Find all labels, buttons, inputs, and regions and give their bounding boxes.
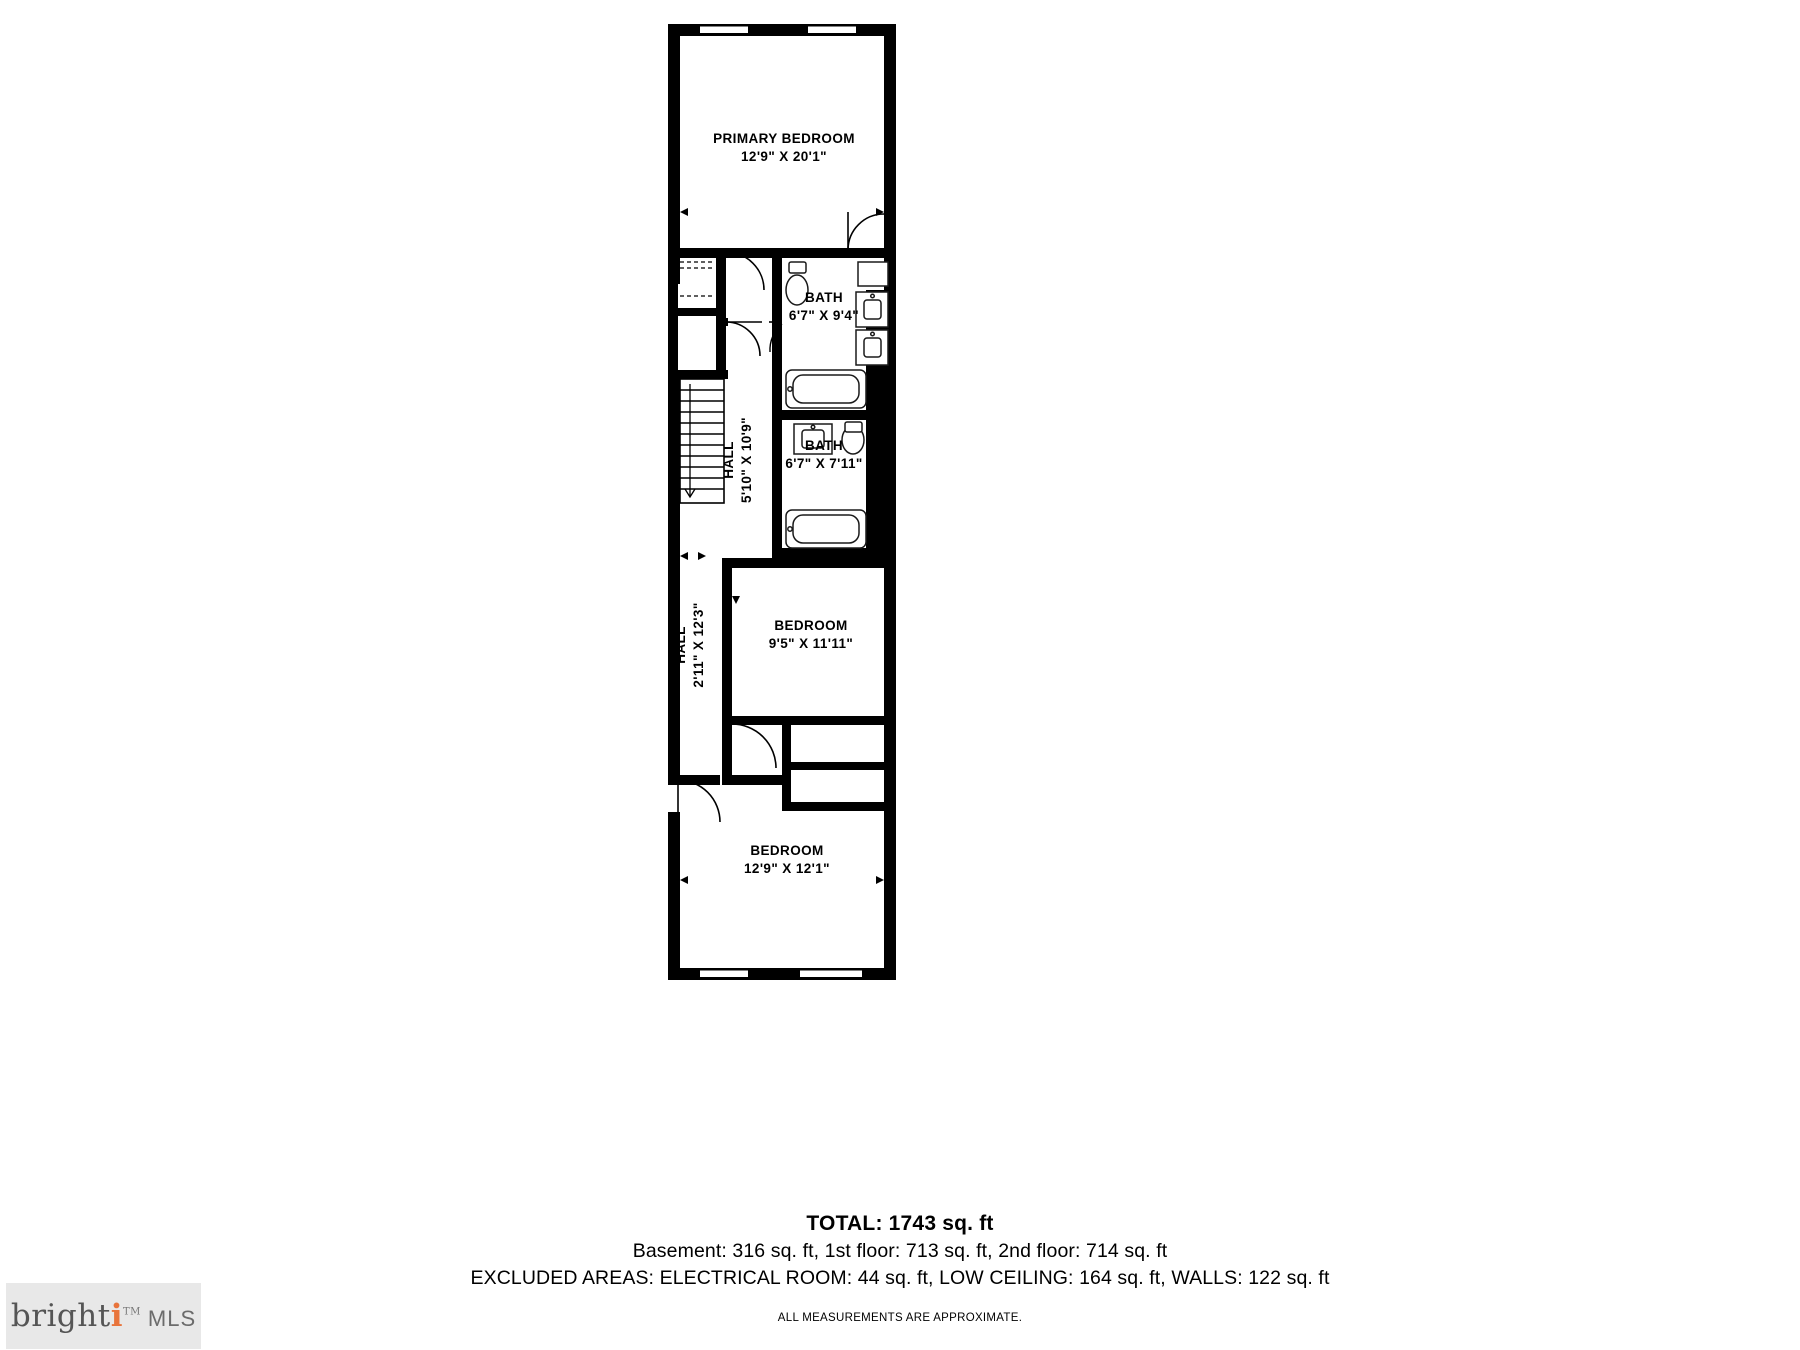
room-dims: 6'7" X 7'11" [785, 456, 863, 471]
room-label-hall-upper [720, 417, 756, 503]
room-name: BATH [804, 289, 844, 305]
room-name: BATH [804, 437, 844, 453]
room-name: BEDROOM [774, 617, 848, 633]
brightmls-logo [6, 1283, 201, 1349]
logo-bright-text: bright [10, 1298, 111, 1334]
logo-text [11, 1298, 196, 1334]
measurement-note: ALL MEASUREMENTS ARE APPROXIMATE. [777, 1312, 1023, 1324]
closet-shelves [680, 262, 714, 296]
area-summary [0, 1212, 1800, 1324]
room-dims: 6'7" X 9'4" [788, 308, 860, 323]
logo-tm: TM [122, 1306, 141, 1318]
room-dims: 5'10" X 10'9" [739, 417, 754, 503]
total-area: TOTAL: 1743 sq. ft [806, 1212, 994, 1235]
room-name: HALL [672, 626, 688, 664]
excluded-areas: EXCLUDED AREAS: ELECTRICAL ROOM: 44 sq. ft, LOW CEILING: 164 sq. ft, WALLS: 122 sq. ft [470, 1267, 1330, 1289]
room-label-bath-2 [785, 437, 862, 473]
room-name: BEDROOM [750, 842, 824, 858]
room-label-bedroom-middle [769, 617, 854, 653]
logo-accent-i: i [110, 1298, 123, 1334]
room-label-bedroom-lower [744, 842, 830, 878]
room-label-bath-1 [789, 289, 859, 325]
logo-mls-text: MLS [147, 1306, 197, 1331]
room-label-primary-bedroom [713, 130, 855, 166]
room-dims: 2'11" X 12'3" [691, 602, 706, 688]
room-dims: 12'9" X 20'1" [741, 149, 827, 164]
room-name: PRIMARY BEDROOM [713, 130, 855, 146]
area-breakdown: Basement: 316 sq. ft, 1st floor: 713 sq. ft, 2nd floor: 714 sq. ft [632, 1240, 1168, 1262]
room-label-hall-lower [672, 602, 708, 687]
staircase [680, 379, 724, 503]
room-dims: 12'9" X 12'1" [744, 861, 830, 876]
room-dims: 9'5" X 11'11" [768, 636, 854, 651]
room-name: HALL [720, 441, 736, 479]
